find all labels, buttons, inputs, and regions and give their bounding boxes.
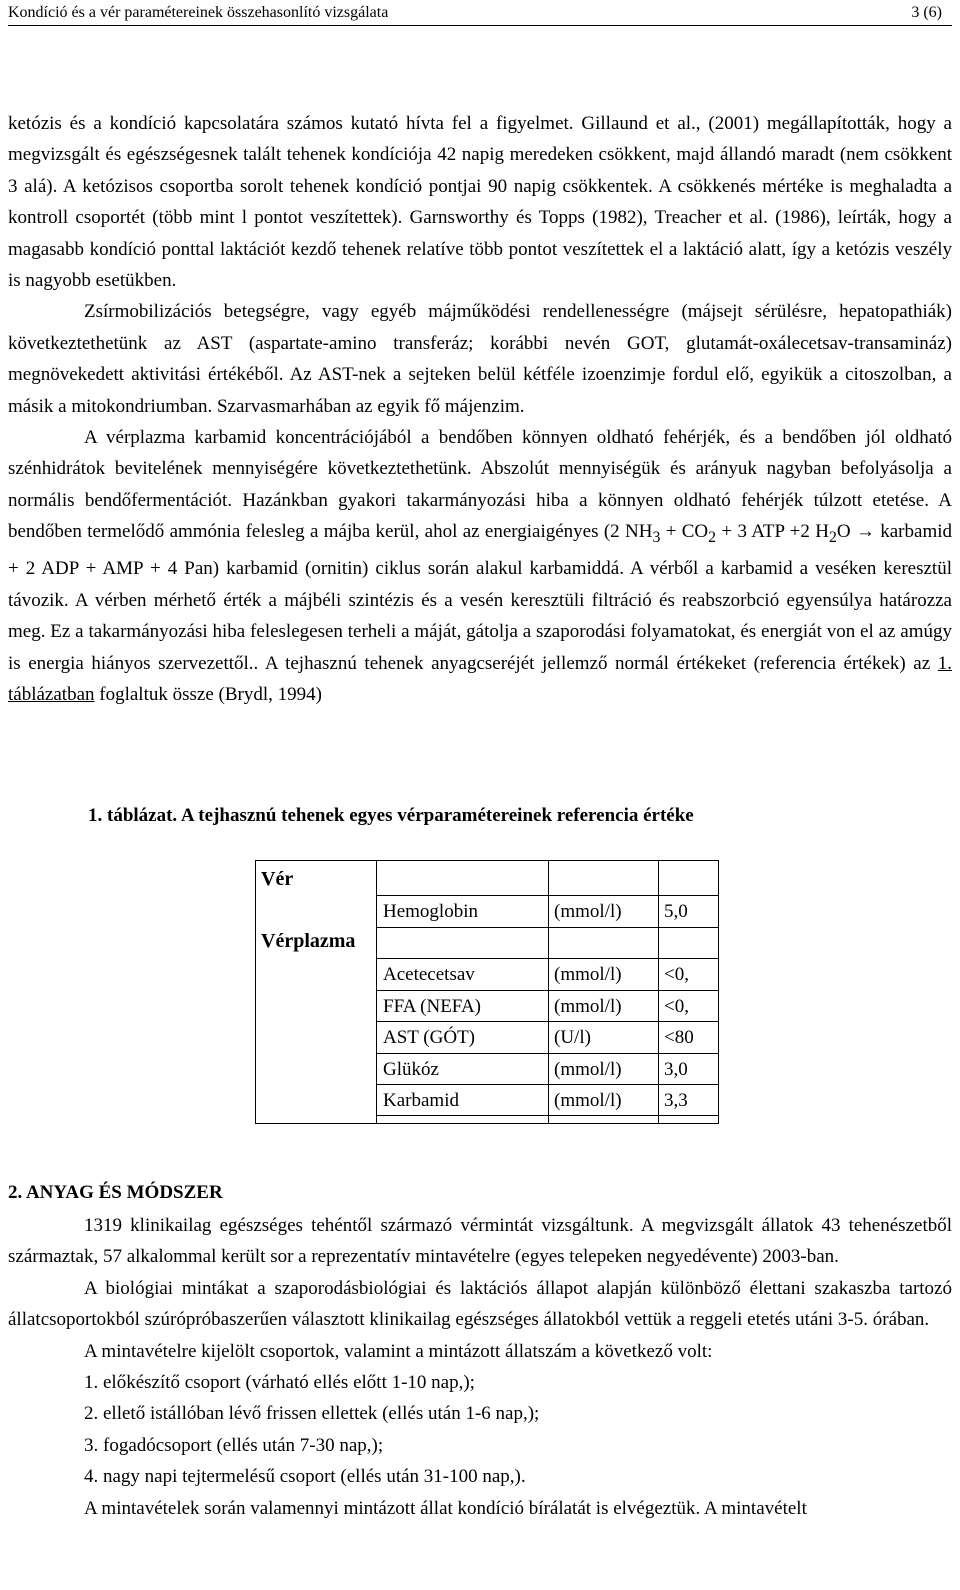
text-span: + CO (660, 521, 709, 543)
param-unit: (mmol/l) (554, 1059, 622, 1080)
running-header-title: Kondíció és a vér paramétereinek összehasonlító vizsgálata (8, 4, 389, 21)
table-rule (376, 1053, 718, 1054)
param-value: 5,0 (664, 901, 688, 922)
param-value: <0, (664, 964, 689, 985)
table-title: 1. táblázat. A tejhasznú tehenek egyes vérparamétereinek referencia értéke (88, 805, 694, 826)
param-unit: (mmol/l) (554, 964, 622, 985)
list-item: 3. fogadócsoport (ellés után 7-30 nap,); (84, 1434, 384, 1456)
param-unit: (mmol/l) (554, 996, 622, 1017)
group-label-blood: Vér (261, 868, 294, 890)
param-name: AST (GÓT) (383, 1027, 476, 1048)
param-value: 3,0 (664, 1059, 688, 1080)
text-span: O → karbamid + 2 ADP + AMP + 4 Pan) karbamid (ornitin) ciklus során alakul karbamiddá. A vérből a karbamid a veséken keresztül távozik. A vérben mérhető érték a májbéli szintézis és a vesén keresztüli filtráció és reabszorbció egyensúlya határozza meg. Ez a takarmányozási hiba feleslegesen terheli a máját, gátolja a szaporodási folyamatokat, és energiát von el az amúgy is energia hiányos szervezettől.. A tejhasznú tehenek anyagcseréjét jellemző normál értékeket (referencia értékek) az (8, 521, 952, 674)
param-value: <0, (664, 996, 689, 1017)
table-rule (376, 990, 718, 991)
header-rule (8, 25, 952, 26)
section-heading: 2. ANYAG ÉS MÓDSZER (8, 1182, 223, 1203)
param-name: FFA (NEFA) (383, 996, 482, 1017)
param-value: 3,3 (664, 1090, 688, 1111)
param-name: Karbamid (383, 1090, 459, 1111)
param-name: Acetecetsav (383, 964, 475, 985)
param-unit: (mmol/l) (554, 901, 622, 922)
intro-paragraph-2: Zsírmobilizációs betegségre, vagy egyéb májműködési rendellenességre (májsejt sérülésre, hepatopathiák) következtethetünk az AST (aspartate-amino transferáz; korábbi nevén GOT, glutamát-oxálecetsav-transamináz) megnövekedett aktivitási értékéből. Az AST-nek a sejteken belül kétféle izoenzimje fordul elő, egyikük a citoszolban, a másik a mitokondriumban. Szarvasmarhában az egyik fő májenzim. (8, 301, 952, 417)
running-header (8, 2, 942, 24)
param-name: Hemoglobin (383, 901, 478, 922)
param-unit: (U/l) (554, 1027, 591, 1048)
methods-text (8, 1210, 952, 1524)
table-rule (376, 927, 718, 928)
text-span: + 3 ATP +2 H (716, 521, 829, 543)
intro-paragraph-3 (8, 422, 952, 710)
methods-paragraph-3: A mintavételre kijelölt csoportok, valamint a mintázott állatszám a következő volt: (84, 1340, 713, 1362)
group-label-plasma: Vérplazma (261, 930, 356, 952)
methods-paragraph-4: A mintavételek során valamennyi mintázott állat kondíció bírálatát is elvégeztük. A mintavételt (84, 1497, 807, 1519)
subscript: 2 (708, 529, 717, 547)
subscript: 2 (828, 529, 837, 547)
methods-paragraph-2: A biológiai mintákat a szaporodásbiológiai és laktációs állapot alapján különböző élettani szakaszba tartozó állatcsoportokból szúrópróbaszerűen választott klinikailag egészséges állatokból vettük a reggeli etetés utáni 3-5. órában. (8, 1277, 952, 1331)
table-rule (376, 895, 718, 896)
param-name: Glükóz (383, 1059, 439, 1080)
param-unit: (mmol/l) (554, 1090, 622, 1111)
text-span: foglaltuk össze (Brydl, 1994) (94, 684, 322, 706)
page-number: 3 (6) (911, 4, 942, 21)
methods-paragraph-1: 1319 klinikailag egészséges tehéntől származó vérmintát vizsgáltunk. A megvizsgált állatok 43 tehenészetből származtak, 57 alkalommal került sor a reprezentatív mintavételre (egyes telepeken negyedévente) 2003-ban. (8, 1215, 952, 1268)
text-span: A vérplazma karbamid koncentrációjából a bendőben könnyen oldható fehérjék, és a bendőben jól oldható szénhidrátok bevitelének mennyiségére következtethetünk. Abszolút mennyiségük és arányuk nagyban befolyásolja a normális bendőfermentációt. Hazánkban gyakori takarmányozási hiba a könnyen oldható fehérjék túlzott etetése. A bendőben termelődő ammónia felesleg a májba kerül, ahol az energiaigényes (2 NH (8, 427, 952, 543)
subscript: 3 (652, 529, 661, 547)
intro-paragraph-1: ketózis és a kondíció kapcsolatára számos kutató hívta fel a figyelmet. Gillaund et al., (2001) megállapították, hogy a megvizsgált és egészségesnek talált tehenek kondíciója 42 napig meredeken csökkent, majd állandó maradt (nem csökkent 3 alá). A ketózisos csoportba sorolt tehenek kondíció pontjai 90 napig csökkentek. A csökkenés mértéke is meghaladta a kontroll csoportét (több mint l pontot veszítettek). Garnsworthy és Topps (1982), Treacher et al. (1986), leírták, hogy a magasabb kondíció ponttal laktációt kezdő tehenek relatíve több pontot veszítettek el a laktáció alatt, így a ketózis veszély is nagyobb esetükben. (8, 113, 952, 292)
table-rule (376, 958, 718, 959)
intro-text (8, 108, 952, 711)
list-item: 4. nagy napi tejtermelésű csoport (ellés után 31-100 nap,). (84, 1466, 526, 1488)
table-reference-link[interactable]: 1. táblázatban (8, 652, 952, 706)
param-value: <80 (664, 1027, 694, 1048)
list-item: 1. előkészítő csoport (várható ellés előtt 1-10 nap,); (84, 1372, 475, 1394)
reference-table (255, 860, 719, 1124)
list-item: 2. ellető istállóban lévő frissen ellettek (ellés után 1-6 nap,); (84, 1403, 540, 1425)
